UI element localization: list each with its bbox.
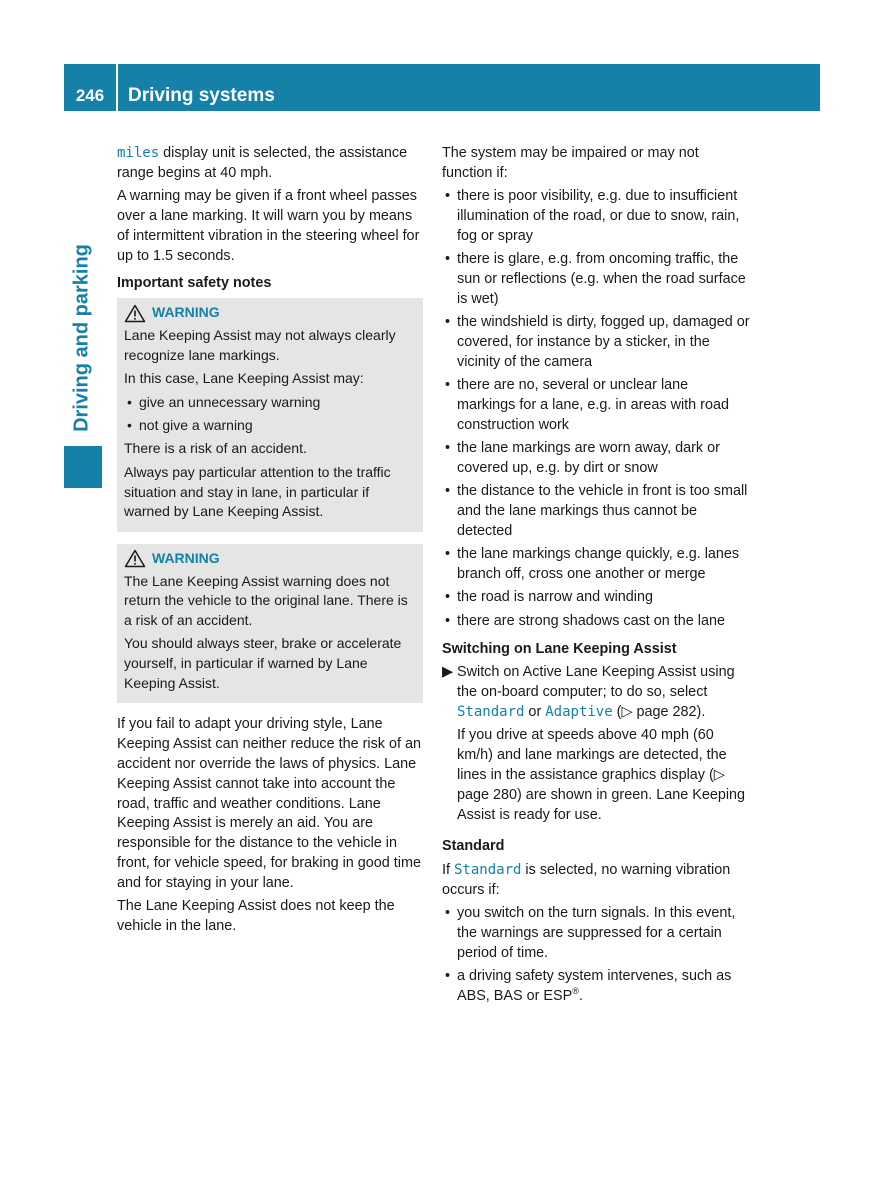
registered-mark: ®	[572, 986, 579, 997]
warning-title: WARNING	[152, 549, 220, 566]
list-item: • the windshield is dirty, fogged up, damaged or covered, for instance by a sticker, in the vicinity of the camera	[442, 313, 750, 372]
side-tab-marker	[64, 446, 102, 488]
side-tab-label: Driving and parking	[70, 244, 93, 432]
paragraph: A warning may be given if a front wheel passes over a lane marking. It will warn you by means of intermittent vibration in the steering wheel for up to 1.5 seconds.	[117, 188, 420, 264]
list-item: • a driving safety system intervenes, such as ABS, BAS or ESP®.	[442, 967, 750, 1007]
header-divider	[116, 64, 118, 111]
display-term-adaptive: Adaptive	[545, 704, 613, 721]
display-term-miles: miles	[117, 145, 160, 161]
paragraph: If Standard is selected, no warning vibration occurs if:	[442, 862, 731, 899]
heading-standard: Standard	[442, 838, 505, 855]
warning-title: WARNING	[152, 304, 220, 321]
list-item: • the lane markings are worn away, dark or covered up, e.g. by dirt or snow	[442, 439, 750, 479]
warning-triangle-icon	[124, 304, 146, 323]
list-item: • there is glare, e.g. from oncoming traffic, the sun or reflections (e.g. when the road surface is wet)	[442, 250, 750, 309]
warning-text: The Lane Keeping Assist warning does not return the vehicle to the original lane. There is a risk of an accident.	[124, 572, 408, 629]
warning-text: There is a risk of an accident.	[124, 440, 307, 457]
list-item: • not give a warning	[124, 416, 416, 436]
step-result: If you drive at speeds above 40 mph (60 km/h) and lane markings are detected, the lines in the assistance graphics display (▷ page 280) are shown in green. Lane Keeping Assist is ready for use.	[457, 727, 746, 823]
section-title: Driving systems	[128, 85, 275, 106]
page-header	[64, 64, 820, 111]
step-text: Switch on Active Lane Keeping Assist using the on-board computer; to do so, select Standard or Adaptive (▷ page 282).	[457, 664, 735, 721]
warning-text: Always pay particular attention to the traffic situation and stay in lane, in particular if warned by Lane Keeping Assist.	[124, 463, 391, 520]
warning-text: Lane Keeping Assist may not always clearly recognize lane markings.	[124, 326, 396, 363]
heading-safety-notes: Important safety notes	[117, 275, 272, 292]
list-item: • there is poor visibility, e.g. due to insufficient illumination of the road, or due to snow, rain, fog or spray	[442, 187, 750, 246]
display-term-standard: Standard	[454, 862, 522, 879]
paragraph: If you fail to adapt your driving style, Lane Keeping Assist can neither reduce the risk of an accident nor override the laws of physics. Lane Keeping Assist cannot take into account the road, traffic and weather conditions. Lane Keeping Assist is merely an aid. You are responsible for the distance to the vehicle in front, for vehicle speed, for braking in good time and for staying in your lane.	[117, 716, 421, 891]
list-item: • give an unnecessary warning	[124, 393, 416, 413]
warning-text: You should always steer, brake or accelerate yourself, in particular if warned by Lane Keeping Assist.	[124, 635, 402, 692]
standard-list	[442, 904, 750, 1007]
display-term-standard: Standard	[457, 704, 525, 721]
conditions-list	[442, 187, 750, 631]
step-arrow-icon: ▶	[442, 664, 454, 681]
list-item: • there are no, several or unclear lane markings for a lane, e.g. in areas with road construction work	[442, 376, 750, 435]
right-column	[442, 144, 750, 1011]
warning-box	[117, 544, 423, 704]
paragraph: The system may be impaired or may not function if:	[442, 145, 699, 181]
warning-triangle-icon	[124, 549, 146, 568]
warning-list	[124, 393, 416, 436]
page-number: 246	[75, 86, 105, 105]
list-item: • you switch on the turn signals. In this event, the warnings are suppressed for a certain period of time.	[442, 904, 750, 963]
heading-switching-on: Switching on Lane Keeping Assist	[442, 640, 677, 657]
list-item: • the distance to the vehicle in front is too small and the lane markings thus cannot be detected	[442, 482, 750, 541]
warning-header	[124, 549, 416, 569]
list-item: • there are strong shadows cast on the lane	[442, 612, 750, 632]
list-item: • the road is narrow and winding	[442, 588, 750, 608]
warning-header	[124, 303, 416, 323]
left-column	[117, 144, 423, 940]
warning-text: In this case, Lane Keeping Assist may:	[124, 370, 364, 387]
instruction-step	[442, 663, 750, 825]
paragraph: The Lane Keeping Assist does not keep the vehicle in the lane.	[117, 898, 395, 935]
paragraph: miles display unit is selected, the assistance range begins at 40 mph.	[117, 145, 408, 181]
list-item: • the lane markings change quickly, e.g. lanes branch off, cross one another or merge	[442, 545, 750, 585]
warning-box	[117, 298, 423, 532]
